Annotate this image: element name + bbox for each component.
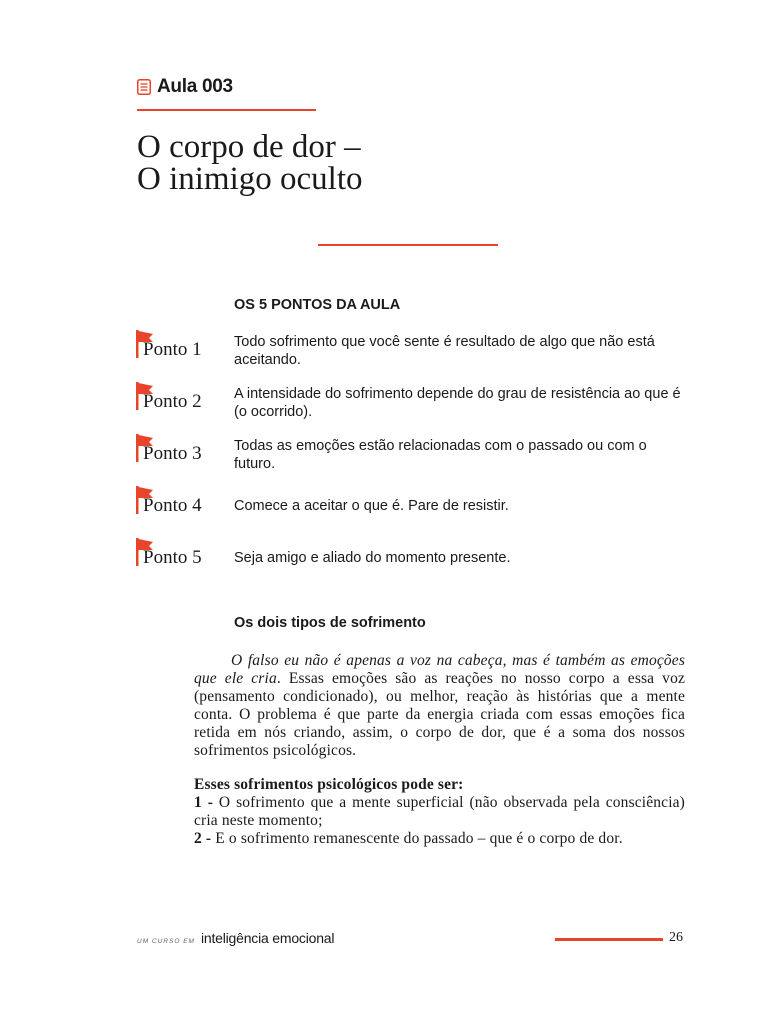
point-tag xyxy=(136,382,226,416)
sufferings-heading: Os dois tipos de sofrimento xyxy=(234,615,426,631)
list-item: E o sofrimento remanescente do passado – que é o corpo de dor. xyxy=(211,830,623,847)
footer-divider xyxy=(555,938,663,941)
body-paragraph xyxy=(194,652,685,760)
point-tag xyxy=(136,486,226,520)
point-label: Ponto 3 xyxy=(143,443,202,464)
point-tag xyxy=(136,538,226,572)
page-number: 26 xyxy=(669,930,683,945)
list-item: O sofrimento que a mente superficial (não observada pela consciência) cria neste momento; xyxy=(194,794,685,829)
point-text: A intensidade do sofrimento depende do grau de resistência ao que é (o ocorrido). xyxy=(234,386,681,420)
footer-brand-block xyxy=(137,930,334,946)
italic-quote: O falso eu não é apenas a voz na cabeça, mas é também as emoções que ele cria xyxy=(194,652,685,687)
divider xyxy=(318,244,498,246)
list-heading: Esses sofrimentos psicológicos pode ser: xyxy=(194,776,464,793)
page-title-line2: O inimigo oculto xyxy=(137,161,363,197)
point-text: Todo sofrimento que você sente é resultado de algo que não está aceitando. xyxy=(234,334,655,368)
point-label: Ponto 5 xyxy=(143,547,202,568)
lesson-label: Aula 003 xyxy=(157,76,233,97)
point-text: Comece a aceitar o que é. Pare de resistir. xyxy=(234,498,509,514)
list-marker: 1 - xyxy=(194,794,214,811)
lesson-header xyxy=(137,76,233,98)
paragraph-text: . Essas emoções são as reações no nosso corpo a essa voz (pensamento condicionado), ou melhor, reação às histórias que a mente conta. O problema é que parte da energia criada com essas emoções fica retida em nós criando, assim, o corpo de dor, que é a soma dos nossos sofrimentos psicológicos. xyxy=(194,670,686,759)
footer-brand: inteligência emocional xyxy=(200,930,335,946)
point-item xyxy=(136,486,696,538)
footer-course-prefix: UM CURSO EM xyxy=(137,938,195,945)
point-text: Seja amigo e aliado do momento presente. xyxy=(234,550,511,566)
points-list xyxy=(136,330,696,590)
point-item xyxy=(136,538,696,590)
point-text: Todas as emoções estão relacionadas com o passado ou com o futuro. xyxy=(234,438,647,472)
point-tag xyxy=(136,330,226,364)
point-item xyxy=(136,382,696,434)
suffering-list xyxy=(194,776,685,848)
divider xyxy=(137,109,316,111)
page-title-line1: O corpo de dor – xyxy=(137,129,361,165)
points-heading: OS 5 PONTOS DA AULA xyxy=(234,297,401,313)
document-icon xyxy=(137,79,151,95)
point-tag xyxy=(136,434,226,468)
point-item xyxy=(136,330,696,382)
point-label: Ponto 4 xyxy=(143,495,202,516)
page-title xyxy=(137,131,363,195)
point-label: Ponto 2 xyxy=(143,391,202,412)
point-label: Ponto 1 xyxy=(143,339,202,360)
point-item xyxy=(136,434,696,486)
list-marker: 2 - xyxy=(194,830,212,847)
